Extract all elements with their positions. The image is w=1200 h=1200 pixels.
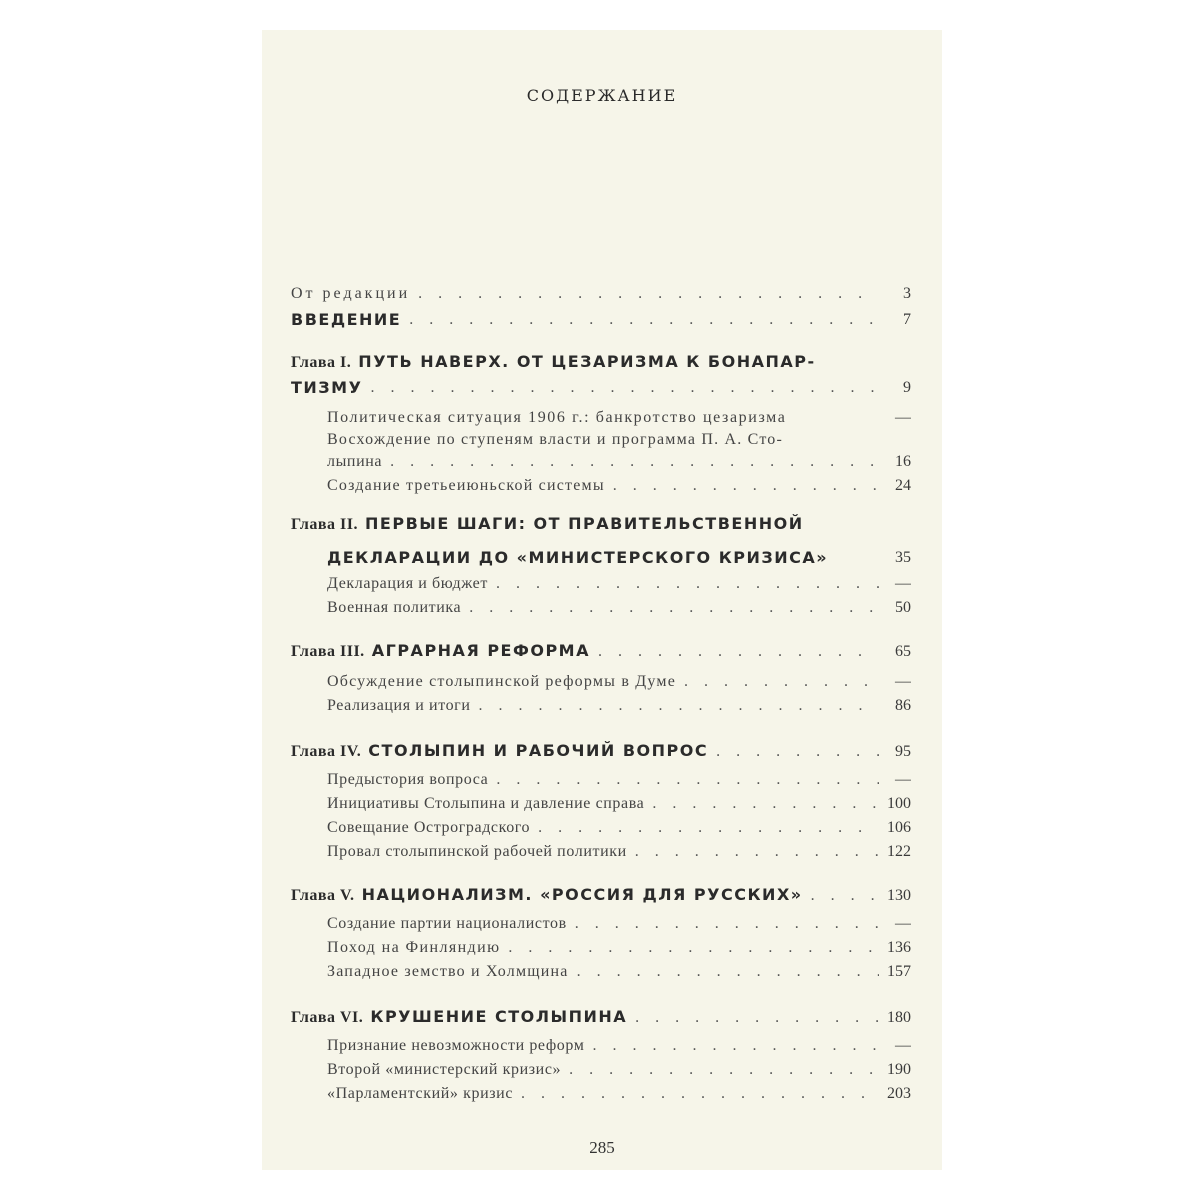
section-title: Декларация и бюджет — [327, 575, 488, 592]
section-page: 136 — [887, 939, 911, 956]
leader-dots — [584, 1036, 879, 1056]
chapter-page: 95 — [895, 743, 911, 760]
chapter-page: 180 — [887, 1009, 911, 1026]
contents-heading: СОДЕРЖАНИЕ — [526, 86, 678, 105]
section-title: Второй «министерский кризис» — [327, 1061, 562, 1078]
section-title: Провал столыпинской рабочей политики — [327, 843, 627, 860]
section-title: Инициативы Столыпина и давление справа — [327, 795, 645, 812]
section-page: 106 — [887, 819, 911, 836]
chapter-title-wrap — [291, 1007, 627, 1028]
chapter-4-heading — [291, 738, 911, 762]
chapter-page: 9 — [903, 379, 911, 396]
book-page — [262, 30, 942, 1170]
section-title: Создание партии националистов — [327, 915, 567, 932]
chapter-title-wrap — [291, 641, 590, 662]
section-title: Поход на Финляндию — [327, 939, 501, 956]
section-title: Совещание Остроградского — [327, 819, 531, 836]
section-page: — — [895, 771, 911, 788]
leader-dots — [471, 696, 879, 716]
leader-dots — [530, 818, 879, 838]
chapter-label: Глава VI. — [291, 1009, 364, 1026]
section-title: Обсуждение столыпинской реформы в Думе — [327, 673, 676, 690]
section-entry — [327, 766, 911, 790]
chapter-3-heading — [291, 638, 911, 662]
section-page: 190 — [887, 1061, 911, 1078]
chapter-title: ДЕКЛАРАЦИИ ДО «МИНИСТЕРСКОГО КРИЗИСА» — [327, 548, 829, 567]
section-entry — [327, 692, 911, 716]
chapter-title: ПЕРВЫЕ ШАГИ: ОТ ПРАВИТЕЛЬСТВЕННОЙ — [365, 514, 804, 533]
section-title: Западное земство и Холмщина — [327, 963, 569, 980]
section-title: Военная политика — [327, 599, 462, 616]
section-entry — [327, 1080, 911, 1104]
leader-dots — [708, 742, 879, 762]
section-entry — [327, 472, 911, 496]
leader-dots — [590, 642, 879, 662]
chapter-6-heading — [291, 1004, 911, 1028]
section-entry — [327, 814, 911, 838]
section-page: 24 — [895, 477, 911, 494]
leader-dots — [561, 1060, 879, 1080]
chapter-label: Глава V. — [291, 887, 355, 904]
section-entry — [327, 668, 911, 692]
section-page: 100 — [887, 795, 911, 812]
section-page: 122 — [887, 843, 911, 860]
section-entry — [327, 910, 911, 934]
leader-dots — [500, 938, 879, 958]
chapter-title: НАЦИОНАЛИЗМ. «РОССИЯ ДЛЯ РУССКИХ» — [361, 885, 803, 904]
chapter-title: АГРАРНАЯ РЕФОРМА — [371, 641, 590, 660]
toc-entry-title: От редакции — [291, 285, 411, 302]
section-title: Признание невозможности реформ — [327, 1037, 585, 1054]
chapter-label: Глава III. — [291, 643, 365, 660]
section-entry — [327, 958, 911, 982]
section-entry-line1: Восхождение по ступеням власти и программа П. А. Сто- — [327, 431, 784, 448]
toc-entry-title: ВВЕДЕНИЕ — [291, 310, 402, 329]
leader-dots — [362, 378, 879, 398]
leader-dots — [644, 794, 879, 814]
leader-dots — [488, 574, 879, 594]
leader-dots — [569, 962, 879, 982]
chapter-label: Глава II. — [291, 516, 358, 533]
toc-entry-introduction — [291, 306, 911, 330]
leader-dots — [627, 842, 879, 862]
leader-dots — [803, 886, 879, 906]
section-entry — [327, 448, 911, 472]
section-entry — [327, 570, 911, 594]
section-title: лыпина — [327, 453, 383, 470]
page-number: 285 — [589, 1138, 615, 1157]
chapter-title: СТОЛЫПИН И РАБОЧИЙ ВОПРОС — [368, 741, 709, 760]
section-page: — — [895, 915, 911, 932]
chapter-title-wrap — [291, 741, 708, 762]
toc-entry-page: 7 — [903, 311, 911, 328]
section-entry — [327, 838, 911, 862]
section-title: Создание третьеиюньской системы — [327, 477, 605, 494]
section-title: Реализация и итоги — [327, 697, 471, 714]
chapter-title: ТИЗМУ — [291, 378, 363, 397]
leader-dots — [627, 1008, 879, 1028]
chapter-1-heading-line2 — [291, 374, 911, 398]
section-entry — [327, 1056, 911, 1080]
section-entry — [327, 404, 911, 428]
chapter-2-heading-line1 — [291, 514, 875, 535]
section-page: — — [895, 673, 911, 690]
section-page: 50 — [895, 599, 911, 616]
section-page: 157 — [887, 963, 911, 980]
section-page: 203 — [887, 1085, 911, 1102]
leader-dots — [382, 452, 879, 472]
leader-dots — [676, 672, 879, 692]
section-page: — — [895, 1037, 911, 1054]
section-page: — — [895, 575, 911, 592]
section-title: Политическая ситуация 1906 г.: банкротство цезаризма — [327, 409, 787, 426]
section-entry — [327, 934, 911, 958]
chapter-page: 65 — [895, 643, 911, 660]
chapter-label: Глава I. — [291, 354, 352, 371]
chapter-label: Глава IV. — [291, 743, 362, 760]
chapter-title-wrap — [291, 885, 803, 906]
chapter-title: КРУШЕНИЕ СТОЛЫПИНА — [370, 1007, 628, 1026]
section-entry — [327, 594, 911, 618]
leader-dots — [401, 310, 879, 330]
leader-dots — [461, 598, 879, 618]
chapter-2-heading-line2 — [327, 544, 911, 568]
chapter-1-heading-line1 — [291, 352, 875, 373]
section-entry — [327, 790, 911, 814]
toc-entry-editorial — [291, 280, 911, 304]
section-title: Предыстория вопроса — [327, 771, 489, 788]
chapter-page: 130 — [887, 887, 911, 904]
chapter-page: 35 — [895, 549, 911, 566]
section-entry — [327, 1032, 911, 1056]
section-title: «Парламентский» кризис — [327, 1085, 514, 1102]
toc-entry-page: 3 — [903, 285, 911, 302]
leader-dots — [567, 914, 879, 934]
section-page: 16 — [895, 453, 911, 470]
section-page: — — [895, 409, 911, 426]
leader-dots — [488, 770, 879, 790]
section-page: 86 — [895, 697, 911, 714]
leader-dots — [410, 284, 879, 304]
chapter-title: ПУТЬ НАВЕРХ. ОТ ЦЕЗАРИЗМА К БОНАПАР- — [358, 352, 816, 371]
leader-dots — [513, 1084, 879, 1104]
chapter-5-heading — [291, 882, 911, 906]
leader-dots — [605, 476, 879, 496]
